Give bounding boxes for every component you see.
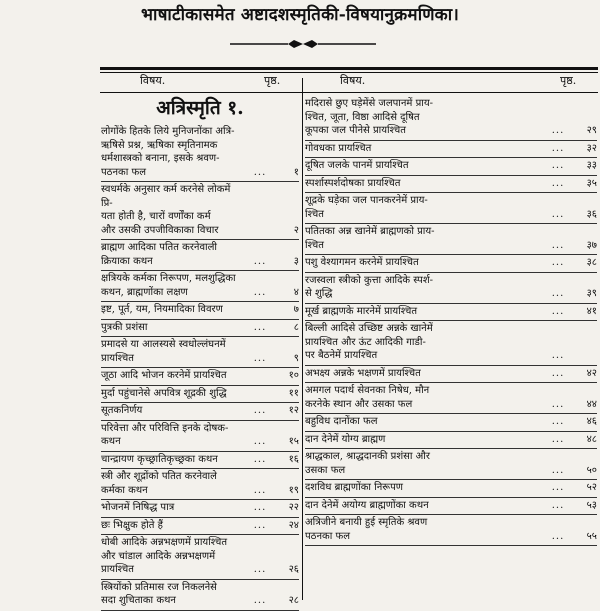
- index-entry: [101, 403, 299, 421]
- entry-leader-dots: ...: [253, 166, 267, 178]
- index-entry: [101, 271, 299, 302]
- entry-leader-dots: ...: [551, 464, 565, 476]
- section-title: अत्रिस्मृति १.: [156, 97, 244, 119]
- entry-subject: सूतकनिर्णय: [101, 405, 143, 416]
- index-entry: [101, 302, 299, 320]
- entry-leader-dots: ...: [551, 305, 565, 317]
- index-entry: [305, 255, 597, 273]
- entry-leader-dots: ...: [551, 239, 565, 251]
- entry-leader-dots: ...: [253, 352, 267, 364]
- entry-subject: पुत्रकी प्रशंसा: [101, 321, 148, 333]
- index-entry: [101, 421, 299, 452]
- entry-page-number: ३८: [586, 257, 597, 268]
- entry-page-number: ३५: [586, 177, 597, 189]
- entry-leader-dots: ...: [551, 177, 565, 189]
- entry-leader-dots: ...: [551, 142, 565, 154]
- entry-page-number: ४२: [586, 367, 597, 379]
- index-entry: [305, 414, 597, 432]
- right-page-header: पृष्ठ.: [560, 74, 577, 87]
- entry-leader-dots: ...: [253, 405, 267, 416]
- entry-leader-dots: ...: [551, 367, 565, 379]
- entry-page-number: २: [293, 224, 299, 236]
- index-entry: [101, 182, 299, 240]
- entry-leader-dots: ...: [253, 286, 267, 298]
- entry-leader-dots: ...: [253, 453, 267, 465]
- entry-page-number: २६: [288, 564, 299, 575]
- index-entry: [305, 96, 597, 141]
- entry-page-number: ४१: [586, 305, 597, 317]
- ornament-divider: [228, 38, 378, 50]
- entry-subject: अत्रिजीने बनायी हुई स्मृतिके श्रवण पठनका फल: [305, 517, 428, 542]
- entry-subject: ब्राह्मण आदिका पतित करनेवाली क्रियाका कथन: [101, 242, 217, 267]
- entry-page-number: ४८: [586, 433, 597, 445]
- entry-leader-dots: ...: [551, 433, 565, 445]
- index-entry: [101, 500, 299, 518]
- entry-subject: इष्ट, पूर्त, यम, नियमादिका विवरण: [101, 304, 223, 315]
- entry-page-number: २४: [288, 519, 299, 531]
- index-entry: [101, 452, 299, 470]
- right-column: [305, 96, 597, 546]
- entry-page-number: २२: [288, 502, 299, 513]
- entry-subject: स्वधर्मके अनुसार कर्म करनेसे लोकमें प्रि- यता होती है, चारों वर्णोंका कर्म और उसकी उपजीविकाका विचार: [101, 184, 231, 236]
- entry-page-number: ७: [293, 304, 299, 315]
- entry-page-number: ३२: [586, 142, 597, 154]
- left-column: [101, 96, 299, 611]
- entry-page-number: १: [293, 166, 299, 178]
- entry-leader-dots: ...: [253, 502, 267, 513]
- index-entry: [305, 321, 597, 366]
- entry-subject: पतितका अन्न खानेमें ब्राह्मणको प्राय- श्चित: [305, 226, 435, 251]
- entry-page-number: ११: [288, 387, 299, 399]
- entry-subject: दूषित जलके पानमें प्रायश्चित: [305, 160, 409, 171]
- entry-page-number: १५: [288, 436, 299, 447]
- entry-subject: अमगल पदार्थ सेवनका निषेध, मौन करनेके स्थान और उसका फल: [305, 385, 430, 410]
- entry-subject: गोवधका प्रायश्चित: [305, 142, 372, 154]
- entry-subject: रजस्वला स्त्रीको कुत्ता आदिके स्पर्श- से शुद्धि: [305, 274, 434, 299]
- entry-leader-dots: ...: [551, 416, 565, 427]
- entry-subject: लोगोंके हितके लिये मुनिजनोंका अत्रि- ऋषिसे प्रश्न, ऋषिका स्मृतिनामक धर्मशास्त्रको बनाना, इसके श्रवण- पठनका फल: [101, 126, 235, 178]
- entry-page-number: ३७: [586, 239, 597, 251]
- page-title: भाषाटीकासमेत अष्टादशस्मृतिकी-विषयानुक्रमणिका।: [141, 5, 459, 25]
- index-entry: [101, 320, 299, 338]
- entry-subject: दान देनेमें अयोग्य ब्राह्मणोंका कथन: [305, 499, 429, 511]
- entry-page-number: २८: [288, 595, 299, 606]
- left-page-header: पृष्ठ.: [264, 74, 281, 87]
- right-subject-header: विषय.: [340, 74, 366, 87]
- index-entry: [305, 498, 597, 516]
- entry-page-number: ५३: [586, 499, 597, 511]
- entry-subject: स्पर्शास्पर्शदोषका प्रायश्चित: [305, 177, 401, 189]
- entry-subject: मुर्दा पहुंचानेसे अपवित्र शूद्रकी शुद्धि: [101, 387, 227, 399]
- index-entry: [305, 383, 597, 414]
- entry-page-number: ५५: [586, 530, 597, 542]
- entry-subject: स्त्री और शूद्रोंको पतित करनेवाले कर्मका कथन: [101, 471, 217, 496]
- entry-leader-dots: ...: [253, 436, 267, 447]
- entry-page-number: ३: [293, 255, 299, 267]
- entry-subject: जूठा आदि भोजन करनेमें प्रायश्चित: [101, 370, 227, 381]
- entry-leader-dots: ...: [551, 482, 565, 493]
- entry-leader-dots: ...: [551, 288, 565, 299]
- entry-page-number: १९: [288, 484, 299, 496]
- index-entry: [305, 176, 597, 194]
- entry-subject: मूर्ख ब्राह्मणके मारनेमें प्रायश्चित: [305, 305, 418, 317]
- entry-subject: भोजनमें निषिद्ध पात्र: [101, 502, 175, 513]
- index-entry: [305, 158, 597, 176]
- entry-leader-dots: ...: [253, 321, 267, 333]
- index-entry: [101, 368, 299, 386]
- entry-leader-dots: ...: [253, 519, 267, 531]
- index-entry: [305, 193, 597, 224]
- entry-leader-dots: ...: [551, 125, 565, 136]
- entry-subject: बिल्ली आदिसे उच्छिष्ट अन्नके खानेमें प्रायश्चित और ऊंट आदिकी गाडी- पर बैठनेमें प्रायश्चित: [305, 323, 433, 361]
- index-entry: [101, 580, 299, 611]
- entry-page-number: ५२: [586, 482, 597, 493]
- index-entry: [305, 366, 597, 384]
- entry-page-number: ४: [293, 286, 299, 298]
- column-header-rule: [100, 92, 598, 93]
- entry-subject: पशु वेश्यागमन करनेमें प्रायश्चित: [305, 257, 419, 268]
- index-entry: [101, 535, 299, 580]
- left-subject-header: विषय.: [140, 74, 166, 87]
- entry-page-number: ३६: [586, 208, 597, 220]
- entry-page-number: १२: [288, 405, 299, 416]
- entry-page-number: १०: [288, 370, 299, 381]
- entry-leader-dots: ...: [551, 160, 565, 171]
- entry-subject: मदिरासे छुए घड़ेमेंसे जलपानमें प्राय- श्चित, जूता, विष्ठा आदिसे दूषित कूपका जल पीनेसे प्रायश्चित: [305, 98, 434, 136]
- entry-leader-dots: ...: [253, 595, 267, 606]
- entry-subject: श्राद्धकाल, श्राद्धदानकी प्रशंसा और उसका फल: [305, 451, 430, 476]
- index-entry: [305, 432, 597, 450]
- column-divider: [302, 78, 303, 600]
- entry-subject: धोबी आदिके अन्नभक्षणमें प्रायश्चित और चांडाल आदिके अन्नभक्षणमें प्रायश्चित: [101, 537, 228, 575]
- entry-page-number: ४६: [586, 416, 597, 427]
- entry-subject: शूद्रके घड़ेका जल पानकरनेमें प्राय- श्चित: [305, 195, 428, 220]
- entry-subject: चान्द्रायण कृच्छ्रातिकृच्छ्रका कथन: [101, 453, 218, 465]
- entry-page-number: ३९: [586, 288, 597, 299]
- entry-leader-dots: ...: [253, 484, 267, 496]
- entry-page-number: १६: [288, 453, 299, 465]
- index-entry: [101, 337, 299, 368]
- entry-subject: स्त्रियोंको प्रतिमास रज निकलनेसे सदा शुचिताका कथन: [101, 581, 217, 606]
- index-entry: [101, 469, 299, 500]
- entry-page-number: ८: [293, 321, 299, 333]
- entry-subject: दान देनेमें योग्य ब्राह्मण: [305, 433, 386, 445]
- entry-leader-dots: ...: [551, 530, 565, 542]
- index-entry: [305, 141, 597, 159]
- entry-subject: छः भिक्षुक होते हैं: [101, 519, 163, 531]
- entry-leader-dots: ...: [253, 564, 267, 575]
- entry-page-number: ३३: [586, 160, 597, 171]
- index-entry: [101, 240, 299, 271]
- entry-subject: बहुविध दानोंका फल: [305, 416, 378, 427]
- entry-leader-dots: ...: [551, 398, 565, 410]
- entry-leader-dots: ...: [551, 257, 565, 268]
- entry-leader-dots: ...: [551, 208, 565, 220]
- entry-leader-dots: ...: [253, 255, 267, 267]
- index-entry: [305, 480, 597, 498]
- entry-page-number: २९: [586, 125, 597, 136]
- entry-subject: परिवेत्ता और परिवित्ति इनके दोषक- कथन: [101, 422, 229, 447]
- index-entry: [305, 224, 597, 255]
- entry-subject: क्षत्रियके कर्मका निरूपण, मलशुद्धिका कथन, ब्राह्मणोंका लक्षण: [101, 273, 236, 298]
- entry-subject: दशविध ब्राह्मणोंका निरूपण: [305, 482, 403, 493]
- entry-subject: प्रमादसे या आलस्यसे स्वधोल्लंघनमें प्रायश्चित: [101, 339, 226, 364]
- entry-subject: अभक्ष्य अन्नके भक्षणमें प्रायश्चित: [305, 367, 421, 379]
- index-entry: [305, 449, 597, 480]
- index-entry: [101, 386, 299, 404]
- header-rule-thick: [100, 67, 598, 70]
- entry-page-number: ५०: [586, 464, 597, 476]
- entry-leader-dots: ...: [551, 499, 565, 511]
- entry-page-number: ९: [293, 352, 299, 364]
- entry-leader-dots: ...: [551, 350, 565, 361]
- index-entry: [101, 518, 299, 536]
- index-entry: [305, 304, 597, 322]
- entry-page-number: ४४: [586, 398, 597, 410]
- index-entry: [305, 515, 597, 546]
- index-entry: [101, 124, 299, 182]
- index-entry: [305, 273, 597, 304]
